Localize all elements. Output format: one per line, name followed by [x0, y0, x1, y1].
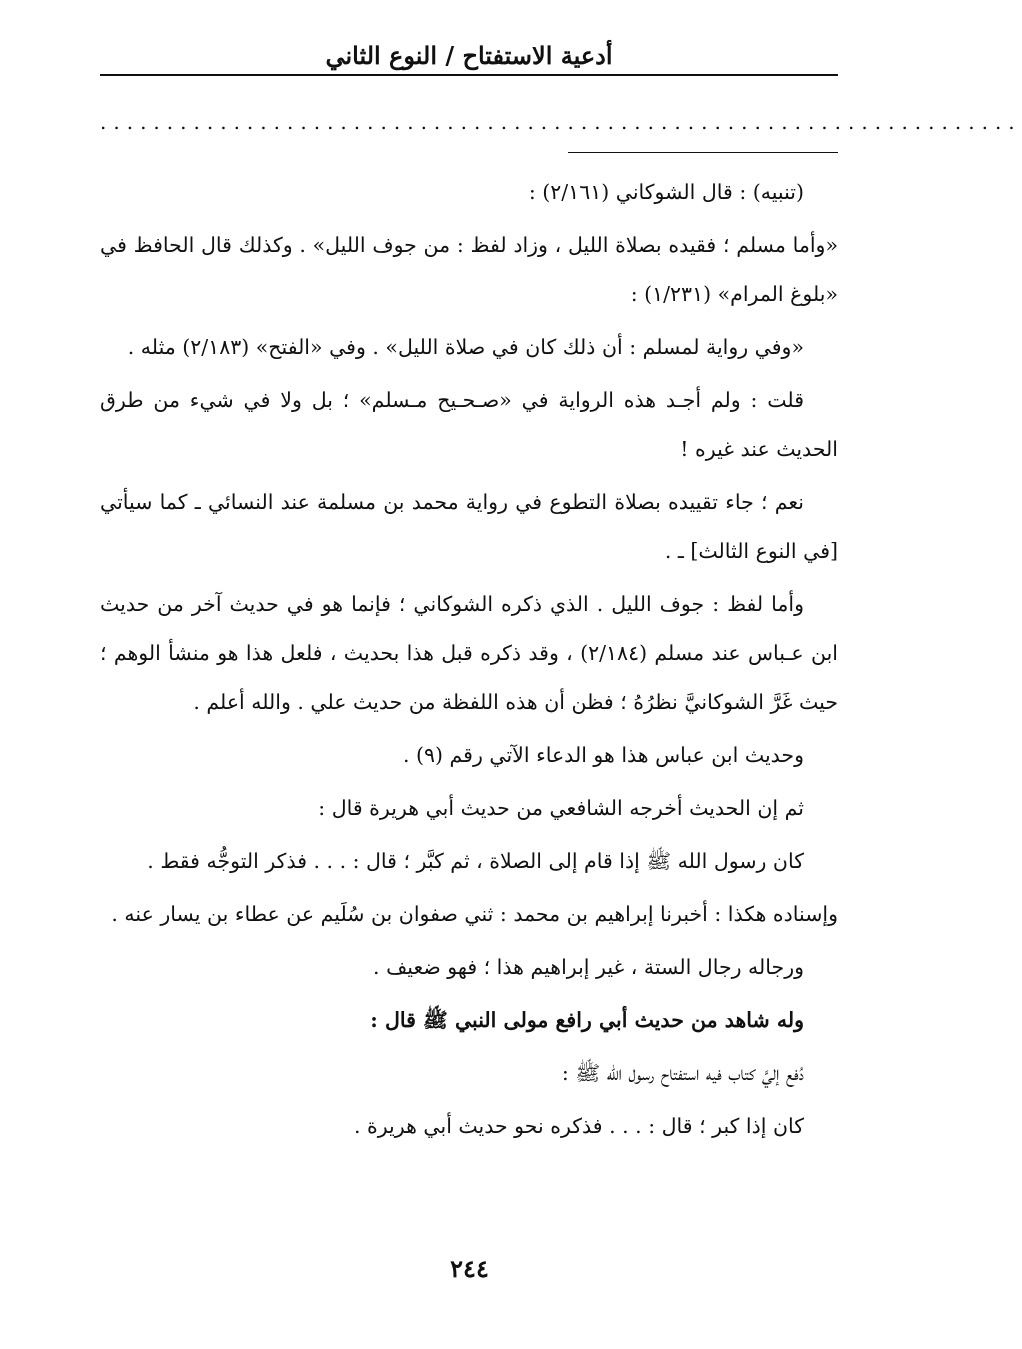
footnote-body	[100, 168, 838, 1155]
paragraph-dufia: دُفع إليَّ كتاب فيه استفتاح رسول الله ﷺ :	[561, 1061, 804, 1085]
paragraph-riwaya-muslim: «وفي رواية لمسلم : أن ذلك كان في صلاة الليل» . وفي «الفتح» (٢/١٨٣) مثله .	[127, 335, 804, 359]
paragraph-kana-idha-kabbar: كان إذا كبر ؛ قال : . . . فذكره نحو حديث أبي هريرة .	[353, 1114, 804, 1138]
paragraph-shahid: وله شاهد من حديث أبي رافع مولى النبي ﷺ قال :	[370, 1008, 804, 1032]
paragraph-shafii: ثم إن الحديث أخرجه الشافعي من حديث أبي هريرة قال :	[318, 796, 804, 820]
paragraph-isnad: وإسناده هكذا : أخبرنا إبراهيم بن محمد : ثني صفوان بن سُلَيم عن عطاء بن يسار عنه .	[111, 902, 838, 926]
paragraph-ibn-abbas: وحديث ابن عباس هذا هو الدعاء الآتي رقم (٩) .	[402, 743, 804, 767]
paragraph-hadith-text: كان رسول الله ﷺ إذا قام إلى الصلاة ، ثم كبَّر ؛ قال : . . . فذكر التوجُّه فقط .	[147, 849, 804, 873]
footnote-rule	[568, 152, 838, 153]
paragraph-jawf-al-layl: وأما لفظ : جوف الليل . الذي ذكره الشوكاني ؛ فإنما هو في حديث آخر من حديث ابن عـباس عند مسلم (٢/١٨٤) ، وقد ذكره قبل هذا بحديث ، فلعل هذا هو منشأ الوهم ؛ حيث غَرَّ الشوكانيَّ نظرُهُ ؛ فظن أن هذه اللفظة من حديث علي . والله أعلم .	[100, 592, 838, 714]
header-rule	[100, 74, 838, 76]
paragraph-naam: نعم ؛ جاء تقييده بصلاة التطوع في رواية محمد بن مسلمة عند النسائي ـ كما سيأتي [في النوع الثالث] ـ .	[100, 490, 838, 563]
paragraph-rijal: ورجاله رجال الستة ، غير إبراهيم هذا ؛ فهو ضعيف .	[373, 955, 804, 979]
paragraph-tanbih: (تنبيه) : قال الشوكاني (٢/١٦١) :	[528, 180, 804, 204]
running-head-title: أدعية الاستفتاح / النوع الثاني	[325, 41, 613, 70]
paragraph-quote-muslim: «وأما مسلم ؛ فقيده بصلاة الليل ، وزاد لفظ : من جوف الليل» . وكذلك قال الحافظ في «بلوغ المرام» (١/٢٣١) :	[100, 233, 838, 306]
page-number: ٢٤٤	[450, 1254, 489, 1283]
footnote-continuation-dots: .....................................................................	[100, 110, 1022, 134]
paragraph-qultu: قلت : ولم أجـد هذه الرواية في «صـحـيح مـسلم» ؛ بل ولا في شيء من طرق الحديث عند غيره !	[100, 388, 838, 461]
